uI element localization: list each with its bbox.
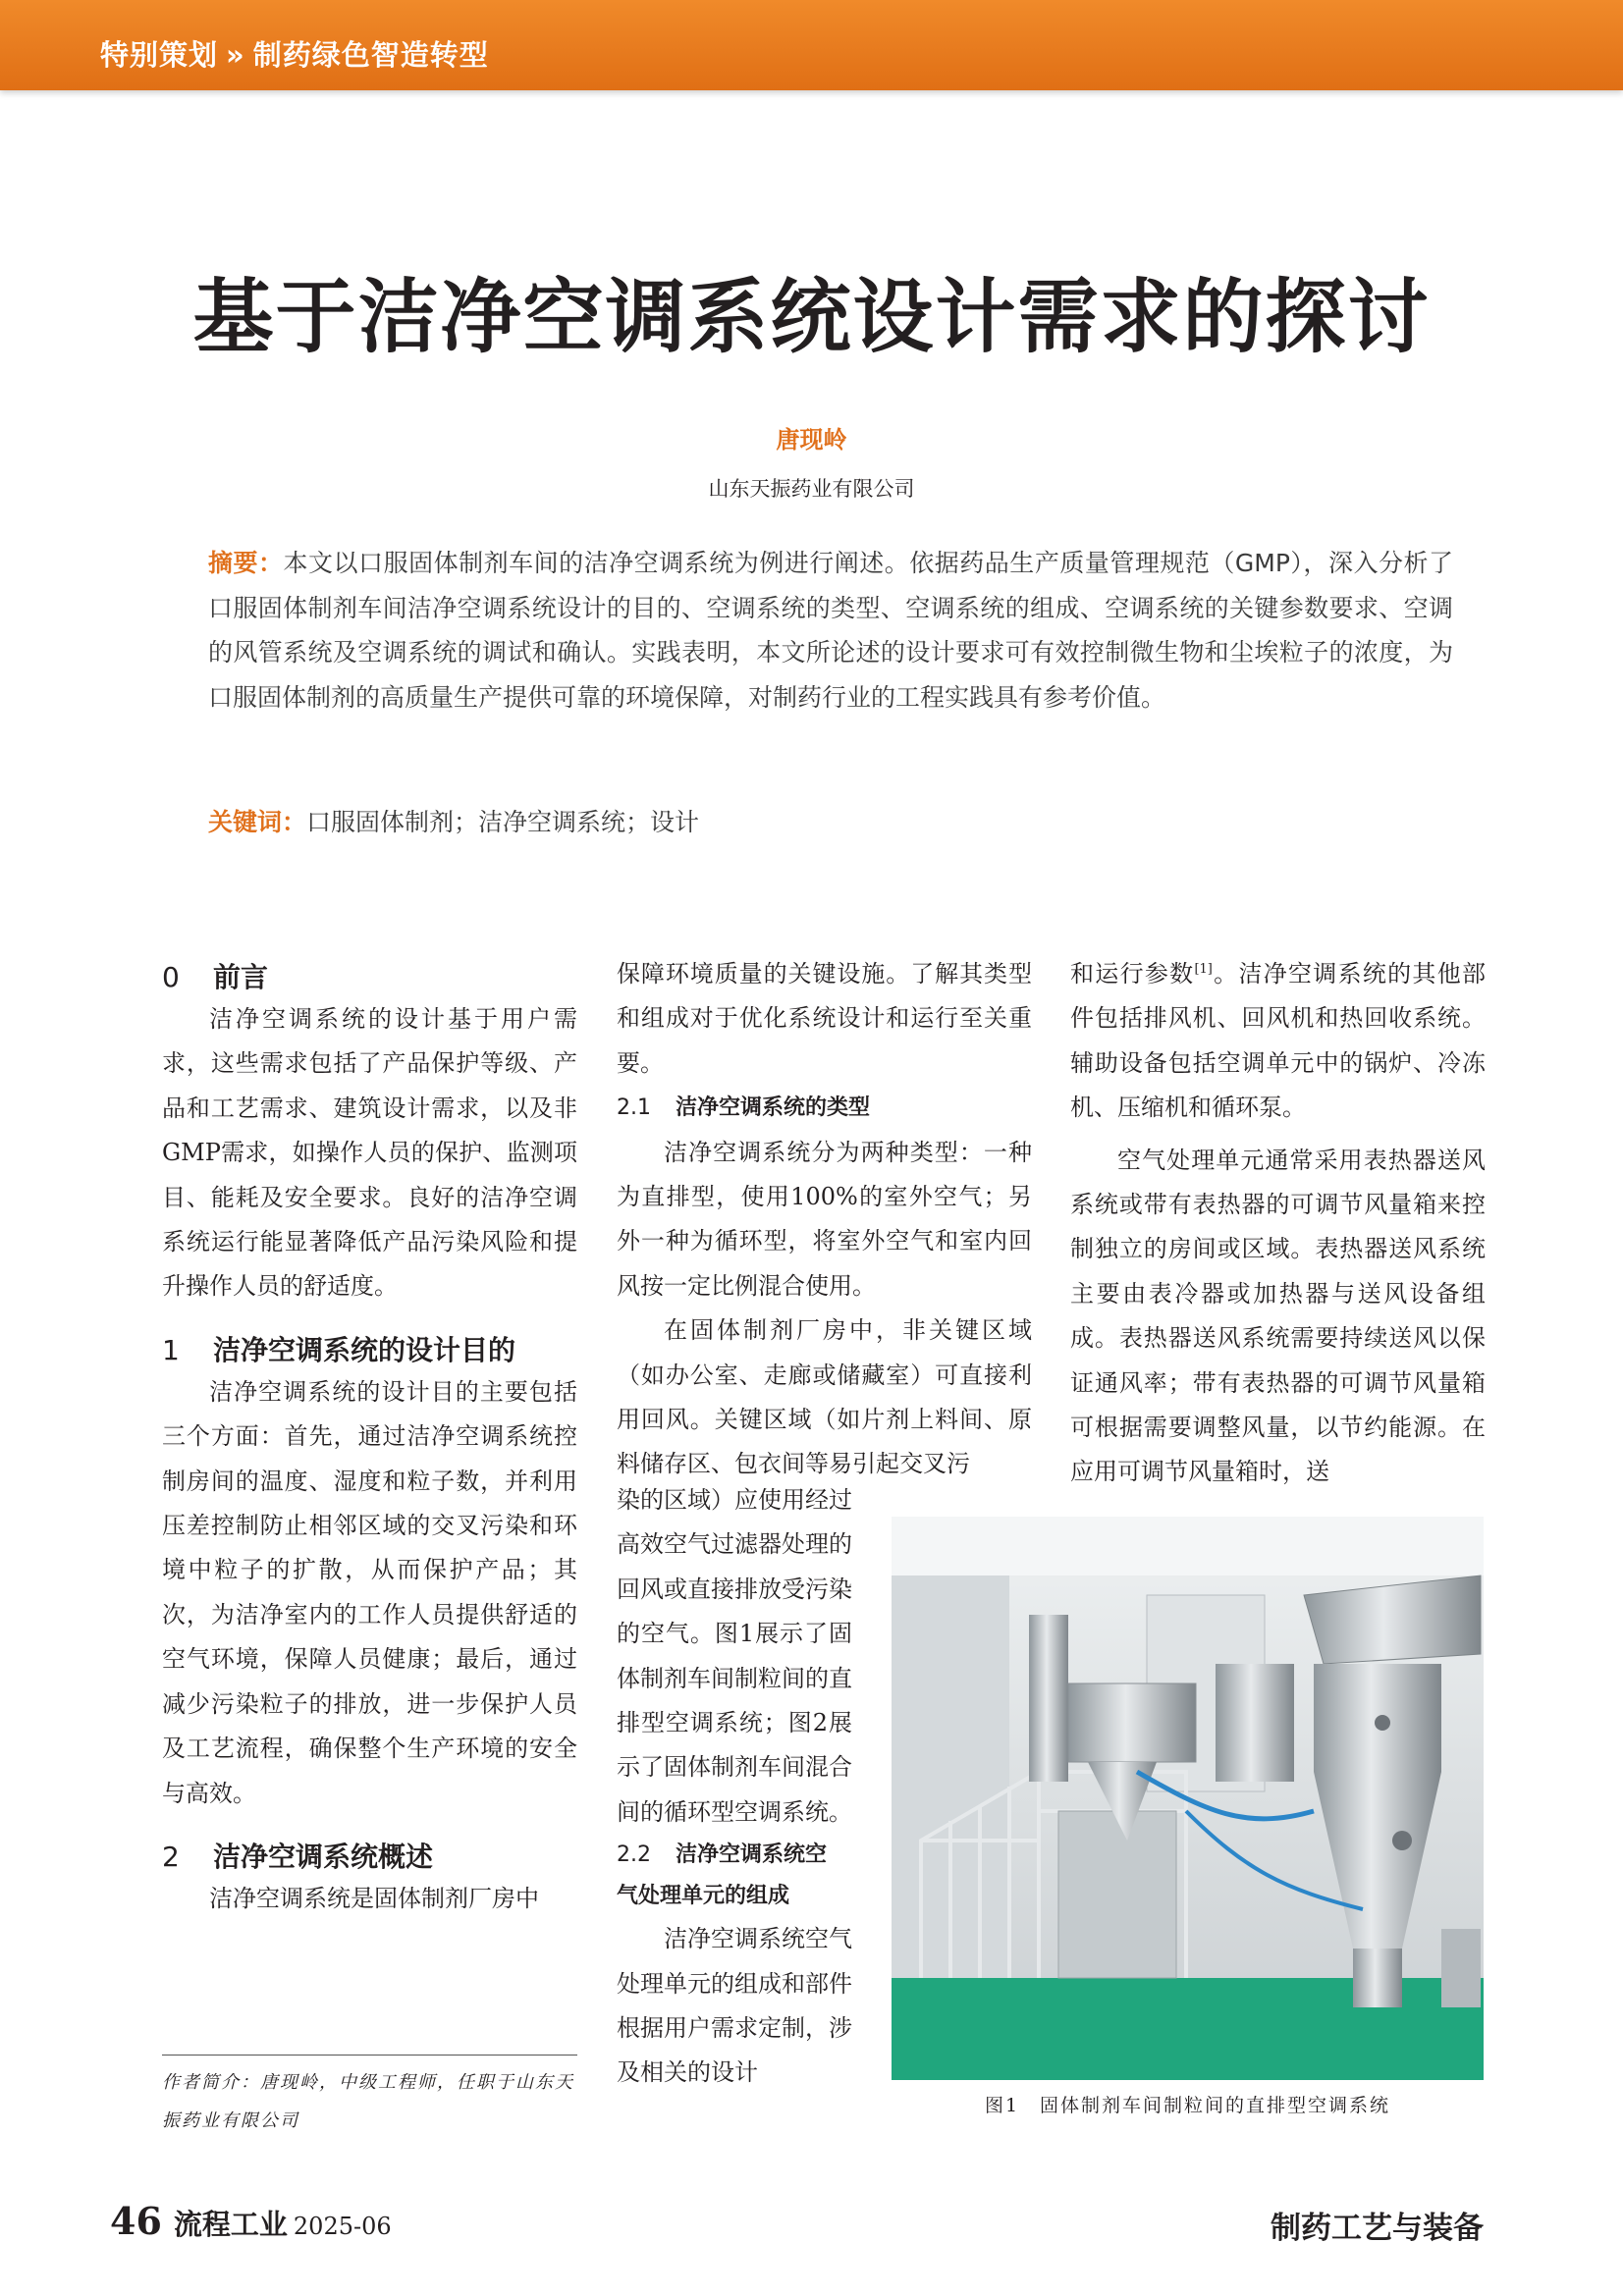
paragraph: 在固体制剂厂房中，非关键区域（如办公室、走廊或储藏室）可直接利用回风。关键区域（如片剂上料间、原料储存区、包衣间等易引起交叉污 (617, 1316, 1032, 1478)
paragraph: 洁净空调系统的设计基于用户需求，这些需求包括了产品保护等级、产品和工艺需求、建筑设计需求，以及非GMP需求，如操作人员的保护、监测项目、能耗及安全要求。良好的洁净空调系统运行能显著降低产品污染风险和提升操作人员的舒适度。 (162, 1005, 577, 1301)
column-2-narrow (617, 1478, 852, 2096)
abstract-text: 本文以口服固体制剂车间的洁净空调系统为例进行阐述。依据药品生产质量管理规范（GMP），深入分析了口服固体制剂车间洁净空调系统设计的目的、空调系统的类型、空调系统的组成、空调系统的关键参数要求、空调的风管系统及空调系统的调试和确认。实践表明，本文所论述的设计要求可有效控制微生物和尘埃粒子的浓度，为口服固体制剂的高质量生产提供可靠的环境保障，对制药行业的工程实践具有参考价值。 (208, 549, 1453, 712)
paragraph: 和运行参数[1]。洁净空调系统的其他部件包括排风机、回风机和热回收系统。辅助设备包括空调单元中的锅炉、冷冻机、压缩机和循环泵。 (1070, 960, 1487, 1122)
column-1 (162, 958, 577, 1921)
abstract (208, 541, 1453, 720)
abstract-label: 摘要： (208, 549, 284, 577)
paragraph: 染的区域）应使用经过高效空气过滤器处理的回风或直接排放受污染的空气。图1展示了固体制剂车间制粒间的直排型空调系统；图2展示了固体制剂车间混合间的循环型空调系统。 (617, 1486, 852, 1826)
section-label: 特别策划 (100, 38, 219, 72)
author-footnote: 作者简介：唐现岭，中级工程师，任职于山东天振药业有限公司 (162, 2072, 574, 2131)
column-name: 制药工艺与装备 (1271, 2211, 1484, 2246)
journal-name: 流程工业 (173, 2208, 288, 2241)
section-header-band (0, 0, 1623, 90)
section-topic: 制药绿色智造转型 (252, 38, 489, 72)
keywords (208, 803, 1453, 842)
paragraph: 洁净空调系统的设计目的主要包括三个方面：首先，通过洁净空调系统控制房间的温度、湿度和粒子数，并利用压差控制防止相邻区域的交叉污染和环境中粒子的扩散，从而保护产品；其次，为洁净室内的工作人员提供舒适的空气环境，保障人员健康；最后，通过减少污染粒子的排放，进一步保护人员及工艺流程，确保整个生产环境的安全与高效。 (162, 1377, 577, 1807)
article-affiliation: 山东天振药业有限公司 (708, 477, 915, 501)
column-2 (617, 952, 1032, 1487)
section-heading-1: 1 洁净空调系统的设计目的 (162, 1333, 516, 1366)
section-heading-0: 0 前言 (162, 961, 269, 993)
page-number: 46 (110, 2199, 162, 2243)
citation-ref: [1] (1194, 962, 1213, 977)
footnote-rule (162, 2055, 577, 2056)
keywords-text: 口服固体制剂；洁净空调系统；设计 (306, 808, 700, 836)
article-title: 基于洁净空调系统设计需求的探讨 (192, 271, 1431, 364)
figure-1-caption: 图1 固体制剂车间制粒间的直排型空调系统 (984, 2095, 1391, 2116)
section-heading-2: 2 洁净空调系统概述 (162, 1840, 434, 1873)
article-author: 唐现岭 (776, 426, 847, 454)
column-3 (1070, 952, 1486, 1495)
issue-date: 2025-06 (293, 2213, 392, 2240)
chevron-icon: » (226, 38, 245, 72)
paragraph: 洁净空调系统分为两种类型：一种为直排型，使用100%的室外空气；另外一种为循环型，将室外空气和室内回风按一定比例混合使用。 (617, 1138, 1032, 1300)
paragraph: 洁净空调系统是固体制剂厂房中 (209, 1884, 539, 1912)
section-heading-2-1: 2.1 洁净空调系统的类型 (617, 1095, 871, 1121)
figure-1-photo (892, 1517, 1484, 2080)
paragraph: 空气处理单元通常采用表热器送风系统或带有表热器的可调节风量箱来控制独立的房间或区域。表热器送风系统主要由表冷器或加热器与送风设备组成。表热器送风系统需要持续送风以保证通风率；带有表热器的可调节风量箱可根据需要调整风量，以节约能源。在应用可调节风量箱时，送 (1070, 1146, 1486, 1486)
section-header (100, 33, 489, 74)
paragraph: 洁净空调系统空气处理单元的组成和部件根据用户需求定制，涉及相关的设计 (617, 1925, 852, 2087)
page-footer (110, 2199, 392, 2243)
section-heading-2-2: 2.2 洁净空调系统空 气处理单元的组成 (617, 1842, 828, 1909)
keywords-label: 关键词： (208, 808, 307, 836)
paragraph: 保障环境质量的关键设施。了解其类型和组成对于优化系统设计和运行至关重要。 (617, 960, 1032, 1077)
